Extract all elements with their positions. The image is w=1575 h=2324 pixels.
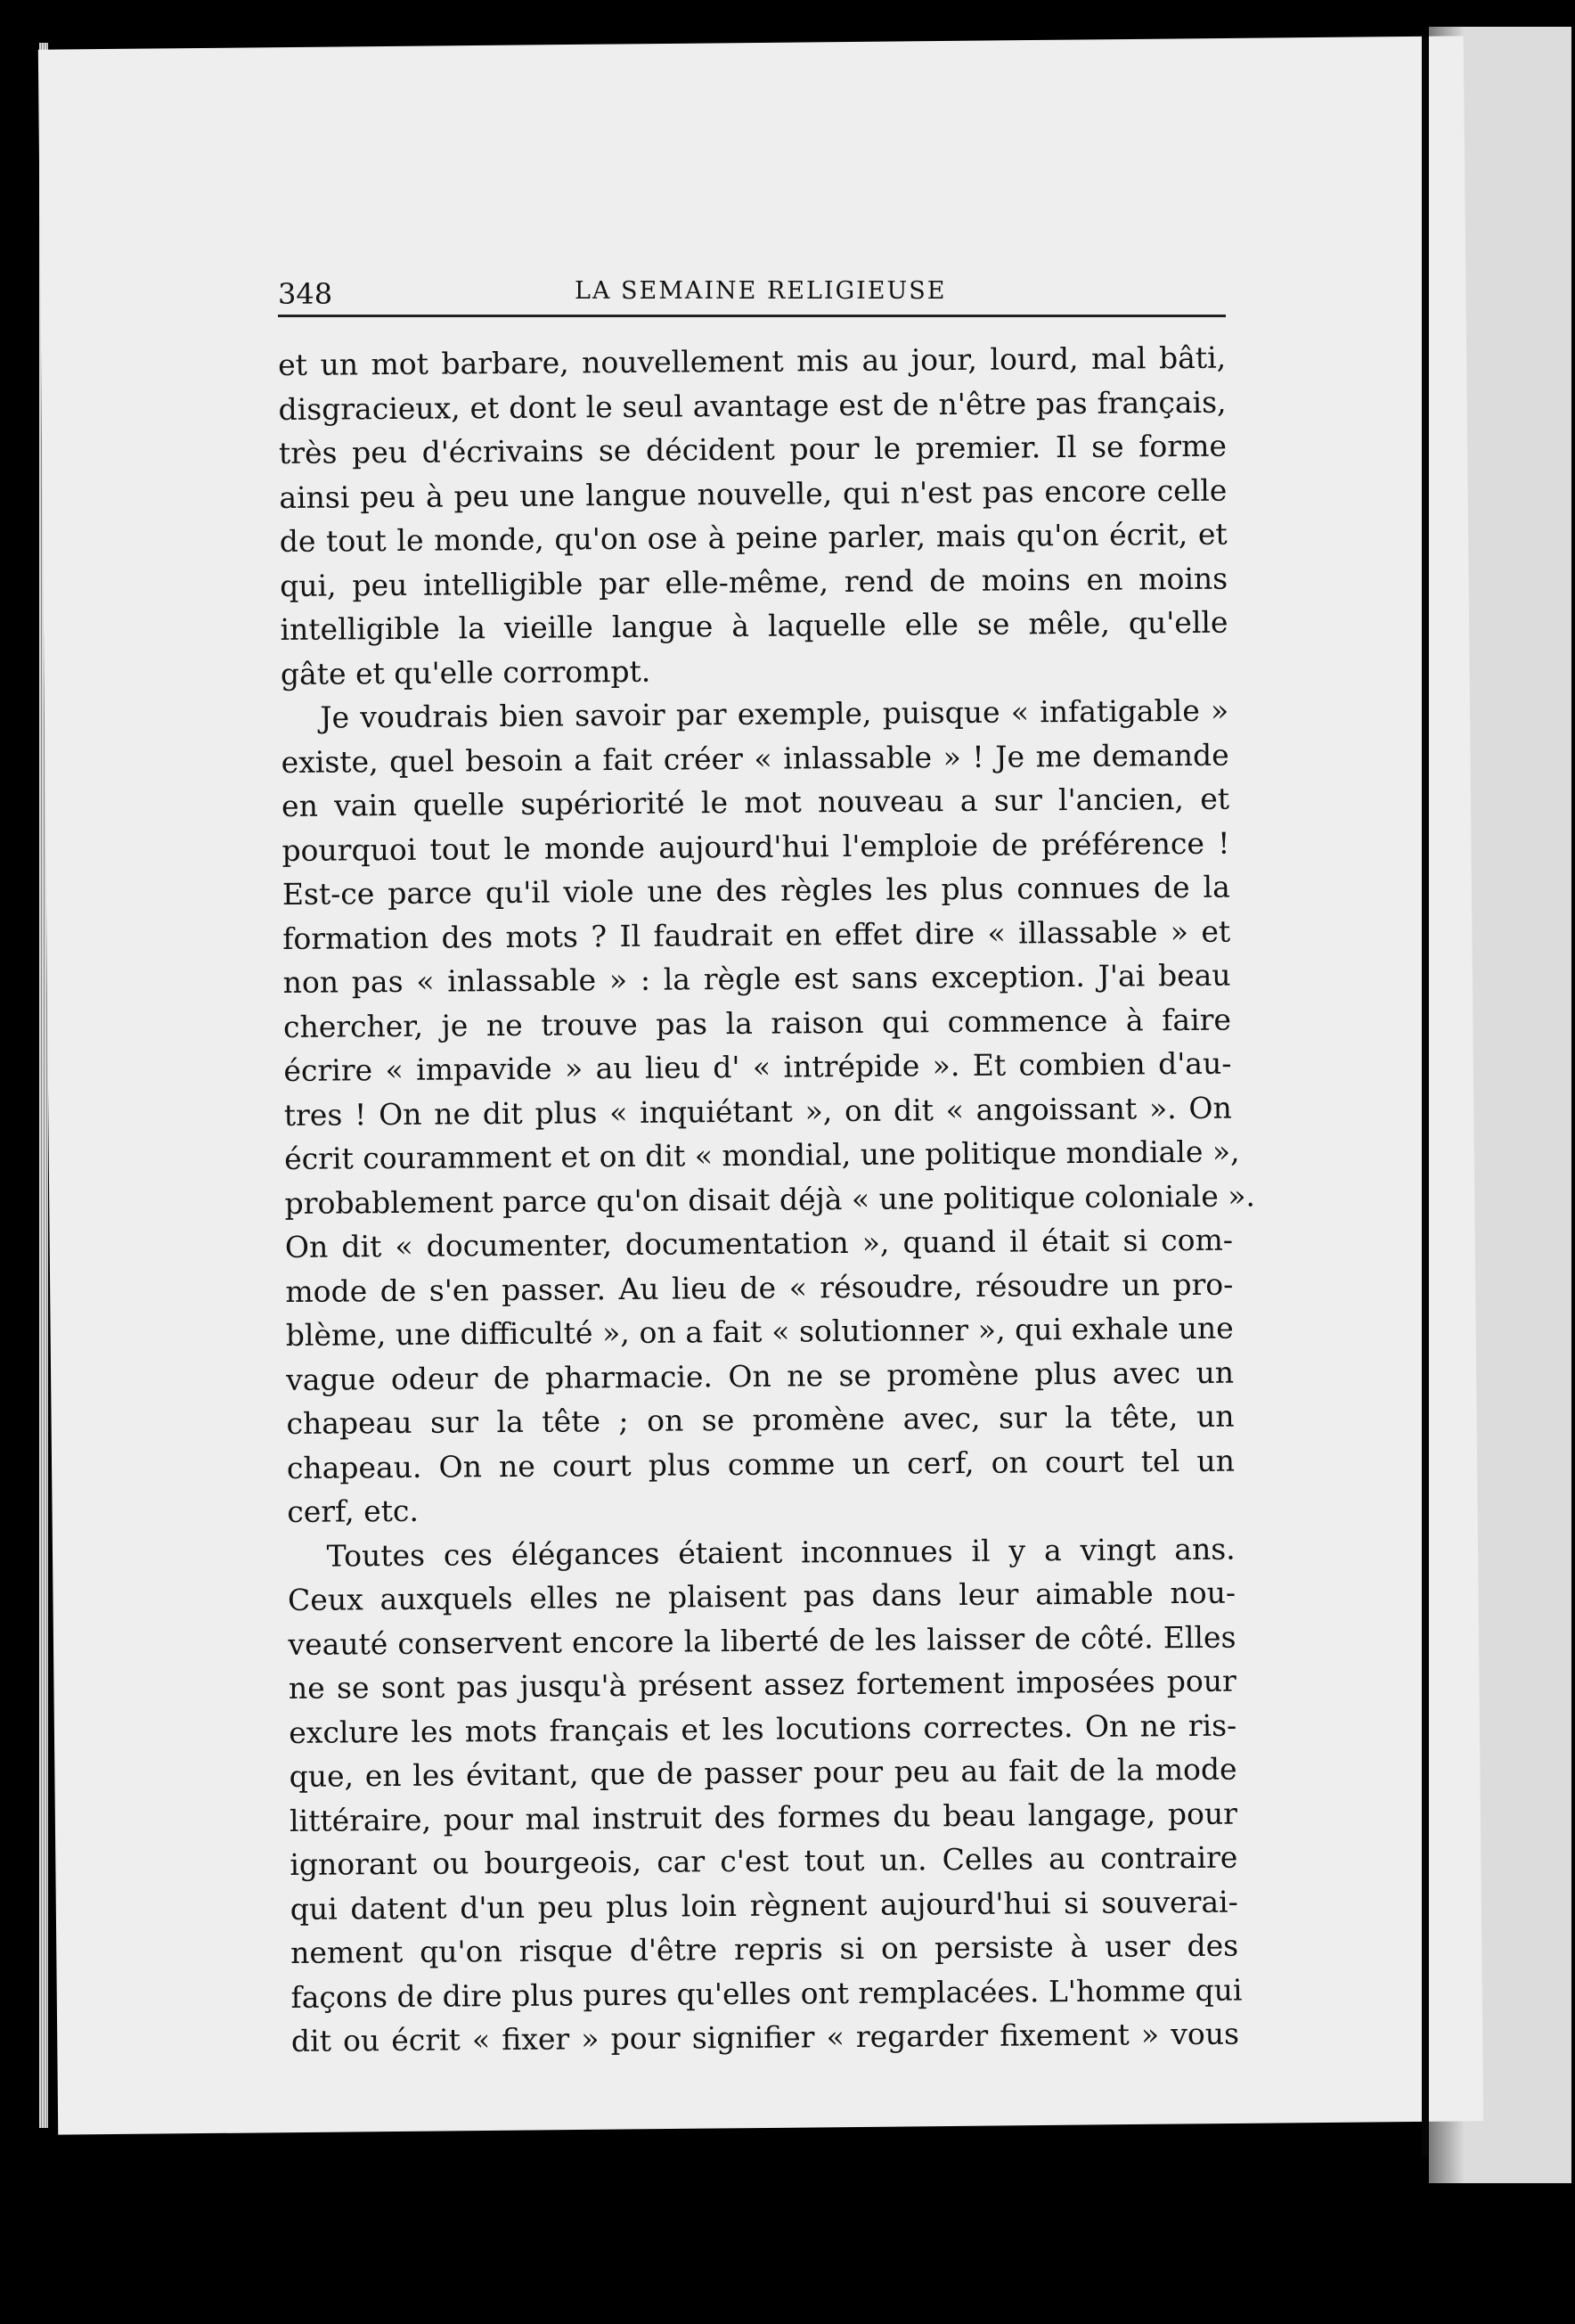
text-line: veauté conservent encore la liberté de les laisser de côté. Elles	[288, 1619, 1236, 1662]
running-head	[278, 272, 1226, 318]
text-line: ignorant ou bourgeois, car c'est tout un. Celles au contraire	[290, 1839, 1238, 1882]
text-line: exclure les mots français et les locutions correctes. On ne ris-	[289, 1707, 1237, 1750]
text-line: façons de dire plus pures qu'elles ont remplacées. L'homme qui	[290, 1972, 1243, 2015]
text-line: tres ! On ne dit plus « inquiétant », on dit « angoissant ». On	[283, 1090, 1232, 1133]
text-line: de tout le monde, qu'on ose à peine parler, mais qu'on écrit, et	[279, 516, 1228, 559]
text-line: qui datent d'un peu plus loin règnent aujourd'hui si souverai-	[290, 1884, 1238, 1927]
text-line: dit ou écrit « fixer » pour signifier « regarder fixement » vous	[290, 2016, 1240, 2058]
paragraph	[278, 336, 1228, 696]
header-rule	[278, 315, 1226, 317]
text-line: ainsi peu à peu une langue nouvelle, qui n'est pas encore celle	[279, 472, 1228, 515]
text-line: mode de s'en passer. Au lieu de « résoudre, résoudre un pro-	[285, 1266, 1234, 1309]
text-line: On dit « documenter, documentation », quand il était si com-	[284, 1222, 1234, 1264]
text-line: pourquoi tout le monde aujourd'hui l'emploie de préférence !	[282, 825, 1230, 868]
text-line: blème, une difficulté », on a fait « solutionner », qui exhale une	[285, 1310, 1234, 1353]
text-line: Ceux auxquels elles ne plaisent pas dans leur aimable nou-	[287, 1575, 1236, 1617]
paragraph	[287, 1526, 1243, 2063]
page-gutter	[1422, 36, 1429, 2156]
journal-title: LA SEMAINE RELIGIEUSE	[575, 277, 947, 305]
text-line: cerf, etc.	[287, 1493, 420, 1529]
text-line: nement qu'on risque d'être repris si on persiste à user des	[290, 1927, 1239, 1970]
page-number: 348	[278, 277, 333, 311]
text-line: chapeau sur la tête ; on se promène avec, sur la tête, un	[286, 1398, 1235, 1441]
text-line: existe, quel besoin a fait créer « inlassable » ! Je me demande	[281, 737, 1229, 780]
text-line: vague odeur de pharmacie. On ne se promène plus avec un	[285, 1354, 1235, 1397]
paragraph	[281, 689, 1256, 1534]
text-line: formation des mots ? Il faudrait en effet dire « illassable » et	[282, 913, 1231, 956]
text-line: Je voudrais bien savoir par exemple, puisque « infatigable »	[320, 692, 1229, 735]
text-line: et un mot barbare, nouvellement mis au jour, lourd, mal bâti,	[278, 340, 1227, 382]
text-line: qui, peu intelligible par elle-même, rend de moins en moins	[279, 561, 1228, 603]
text-line: Est-ce parce qu'il viole une des règles les plus connues de la	[282, 869, 1230, 912]
text-line: ne se sont pas jusqu'à présent assez fortement imposées pour	[288, 1663, 1236, 1706]
text-line: très peu d'écrivains se décident pour le premier. Il se forme	[278, 428, 1228, 471]
text-line: chapeau. On ne court plus comme un cerf, on court tel un	[286, 1443, 1236, 1485]
text-line: en vain quelle supériorité le mot nouveau a sur l'ancien, et	[281, 781, 1230, 823]
text-line: écrit couramment et on dit « mondial, une politique mondiale »,	[284, 1133, 1240, 1176]
text-line: Toutes ces élégances étaient inconnues il y a vingt ans.	[326, 1531, 1236, 1574]
text-line: écrire « impavide » au lieu d' « intrépide ». Et combien d'au-	[283, 1045, 1232, 1088]
text-line: chercher, je ne trouve pas la raison qui commence à faire	[282, 1002, 1232, 1044]
text-line: probablement parce qu'on disait déjà « une politique coloniale ».	[284, 1177, 1256, 1221]
body-text	[278, 336, 1256, 2064]
text-line: non pas « inlassable » : la règle est sans exception. J'ai beau	[282, 957, 1231, 1000]
text-line: intelligible la vieille langue à laquelle elle se mêle, qu'elle	[280, 604, 1228, 647]
text-line: gâte et qu'elle corrompt.	[280, 653, 651, 691]
text-line: que, en les évitant, que de passer pour peu au fait de la mode	[289, 1751, 1237, 1794]
text-line: disgracieux, et dont le seul avantage est de n'être pas français,	[278, 384, 1227, 427]
text-line: littéraire, pour mal instruit des formes du beau langage, pour	[289, 1796, 1238, 1838]
